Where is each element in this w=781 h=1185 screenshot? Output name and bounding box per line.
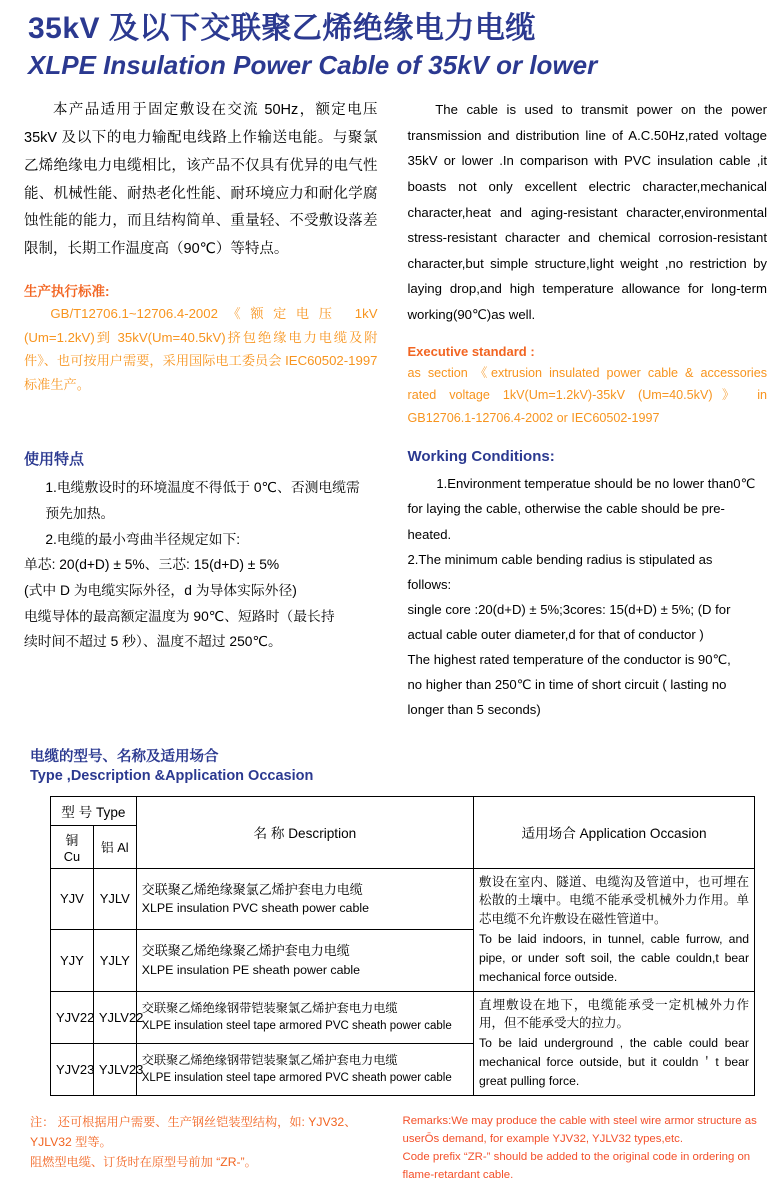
- table-row: [51, 868, 755, 929]
- usage-line-cn: 2.电缆的最小弯曲半径规定如下:: [45, 531, 241, 547]
- cell-cu-code: YJV: [51, 868, 94, 929]
- usage-body-cn: [24, 475, 378, 655]
- application-en: To be laid indoors, in tunnel, cable furrow, and pipe, or under soft soil, the cable couldn,t bear mechanical force outside.: [479, 931, 749, 984]
- cell-cu-code: YJV23: [51, 1043, 94, 1095]
- usage-line-en: longer than 5 seconds): [407, 702, 541, 718]
- cell-cu-code: YJY: [51, 930, 94, 991]
- intro-column-cn: [24, 97, 396, 430]
- header-copper: 铜 Cu: [51, 825, 94, 868]
- usage-body-en: [408, 471, 768, 722]
- usage-line-en: 1.Environment temperatue should be no lower than0℃: [436, 476, 756, 492]
- type-table-section: [0, 745, 781, 1096]
- intro-section: [0, 97, 781, 430]
- description-en: XLPE insulation PVC sheath power cable: [141, 901, 369, 916]
- usage-line-en: actual cable outer diameter,d for that of conductor ): [407, 627, 704, 643]
- usage-line-cn: 预先加热。: [45, 505, 115, 521]
- cell-description: [136, 868, 473, 929]
- footnotes-section: [0, 1102, 781, 1185]
- description-cn: 交联聚乙烯绝缘聚乙烯护套电力电缆: [141, 943, 350, 959]
- standard-block-cn: [24, 280, 378, 396]
- intro-paragraph-cn: 本产品适用于固定敷设在交流 50Hz，额定电压 35kV 及以下的电力输配电线路上作输送电能。与聚氯乙烯绝缘电力电缆相比，该产品不仅具有优异的电气性能、机械性能、耐热老化性能、耐环境应力和耐化学腐蚀性能的能力，而且结构简单、重量轻、不受敷设落差限制，长期工作温度高（90℃）等特点。: [24, 102, 378, 258]
- intro-paragraph-en: The cable is used to transmit power on the power transmission and distribution line of A.C.50Hz,rated voltage 35kV or lower .In comparison with PVC insulation cable ,it boasts not only excellent electric character,mechanical character,heat and aging-resistant character,environmental stress-resistant character and chemical corrosion-resistant character,but simple structure,light weight ,no restriction by laying drop,and high temperature allowance for long-term working(90℃)as well.: [407, 102, 767, 322]
- usage-line-en: heated.: [407, 526, 452, 542]
- cell-al-code: YJLV: [93, 868, 136, 929]
- standard-title-en: Executive standard :: [407, 343, 535, 359]
- page-title-cn: 35kV 及以下交联聚乙烯绝缘电力电缆: [28, 12, 536, 45]
- cell-al-code: YJLY: [93, 930, 136, 991]
- table-header: [51, 796, 755, 868]
- cell-description: [136, 991, 473, 1043]
- application-cn: 敷设在室内、隧道、电缆沟及管道中，也可埋在松散的土壤中。电缆不能承受机械外力作用。单芯电缆不允许敷设在磁性管道中。: [479, 874, 749, 927]
- cell-al-code: YJLV22: [93, 991, 136, 1043]
- cell-application: [474, 991, 755, 1095]
- table-body: [51, 868, 755, 1095]
- application-cn: 直埋敷设在地下，电缆能承受一定机械外力作用，但不能承受大的拉力。: [479, 997, 749, 1031]
- header-aluminum: 铝 Al: [93, 825, 136, 868]
- table-heading-cn: 电缆的型号、名称及适用场合: [30, 748, 219, 765]
- description-cn: 交联聚乙烯绝缘聚氯乙烯护套电力电缆: [141, 881, 363, 897]
- usage-line-en: The highest rated temperature of the conductor is 90℃,: [407, 652, 731, 668]
- description-en: XLPE insulation steel tape armored PVC sheath power cable: [141, 1019, 452, 1032]
- usage-line-en: no higher than 250℃ in time of short circuit ( lasting no: [407, 677, 727, 693]
- header-application: 适用场合 Application Occasion: [474, 796, 755, 868]
- description-en: XLPE insulation PE sheath power cable: [141, 962, 361, 977]
- standard-block-en: [408, 344, 768, 431]
- description-cn: 交联聚乙烯绝缘钢带铠装聚氯乙烯护套电力电缆: [141, 1053, 398, 1068]
- cell-al-code: YJLV23: [93, 1043, 136, 1095]
- application-en: To be laid underground , the cable could bear mechanical force outside, but it couldn＇t bear great pulling force.: [479, 1036, 749, 1088]
- document-header: [0, 0, 781, 85]
- usage-line-cn: 续时间不超过 5 秒）、温度不超过 250℃。: [24, 634, 282, 650]
- footnote-cn: 阻燃型电缆、订货时在原型号前加 “ZR-”。: [30, 1154, 257, 1169]
- usage-heading-en: Working Conditions:: [407, 448, 555, 466]
- page-title-en: XLPE Insulation Power Cable of 35kV or lower: [28, 49, 598, 80]
- header-type: 型 号 Type: [51, 796, 137, 825]
- usage-line-cn: 电缆导体的最高额定温度为 90℃、短路时（最长持: [24, 608, 335, 624]
- usage-line-cn: (式中 D 为电缆实际外径，d 为导体实际外径): [24, 582, 297, 598]
- usage-line-cn: 1.电缆敷设时的环境温度不得低于 0℃、否测电缆需: [45, 480, 360, 496]
- usage-heading-cn: 使用特点: [24, 451, 85, 469]
- cable-type-table: [50, 796, 755, 1096]
- usage-line-en: follows:: [407, 576, 452, 592]
- standard-body-cn: GB/T12706.1~12706.4-2002《额定电压 1kV (Um=1.2kV)到 35kV(Um=40.5kV)挤包绝缘电力电缆及附件》、也可按用户需要，采用国际电工委员会 IEC60502-1997 标准生产。: [24, 306, 378, 392]
- description-cn: 交联聚乙烯绝缘钢带铠装聚氯乙烯护套电力电缆: [141, 1001, 398, 1016]
- cell-description: [136, 930, 473, 991]
- standard-title-cn: 生产执行标准:: [24, 284, 110, 300]
- cell-cu-code: YJV22: [51, 991, 94, 1043]
- footnote-cn: 注： 还可根据用户需要、生产钢丝铠装型结构，如: YJV32、YJLV32 型等。: [30, 1114, 357, 1149]
- header-description: 名 称 Description: [136, 796, 473, 868]
- intro-column-en: [396, 97, 768, 430]
- description-en: XLPE insulation steel tape armored PVC sheath power cable: [141, 1071, 452, 1084]
- footnote-column-en: [399, 1112, 768, 1185]
- table-row: [51, 991, 755, 1043]
- cell-application: [474, 868, 755, 991]
- table-header-row-1: [51, 796, 755, 825]
- footnote-en: Code prefix “ZR-” should be added to the original code in ordering on flame-retardant cable.: [402, 1151, 751, 1182]
- usage-line-cn: 单芯: 20(d+D) ± 5%、三芯: 15(d+D) ± 5%: [24, 557, 280, 573]
- usage-column-cn: [24, 448, 396, 722]
- usage-line-en: 2.The minimum cable bending radius is stipulated as: [407, 551, 713, 567]
- table-heading-en: Type ,Description &Application Occasion: [30, 767, 314, 784]
- usage-line-en: for laying the cable, otherwise the cable should be pre-: [407, 501, 725, 517]
- cell-description: [136, 1043, 473, 1095]
- footnote-en: Remarks:We may produce the cable with steel wire armor structure as userŌs demand, for example YJV32, YJLV32 types,etc.: [402, 1114, 757, 1145]
- standard-body-en: as section 《extrusion insulated power cable & accessories rated voltage 1kV(Um=1.2kV)-35kV (Um=40.5kV)》 in GB12706.1-12706.4-2002 or IEC60502-1997: [407, 365, 767, 426]
- usage-column-en: [396, 448, 768, 722]
- usage-line-en: single core :20(d+D) ± 5%;3cores: 15(d+D) ± 5%; (D for: [407, 601, 731, 617]
- usage-section: [0, 448, 781, 722]
- footnote-column-cn: [30, 1112, 399, 1185]
